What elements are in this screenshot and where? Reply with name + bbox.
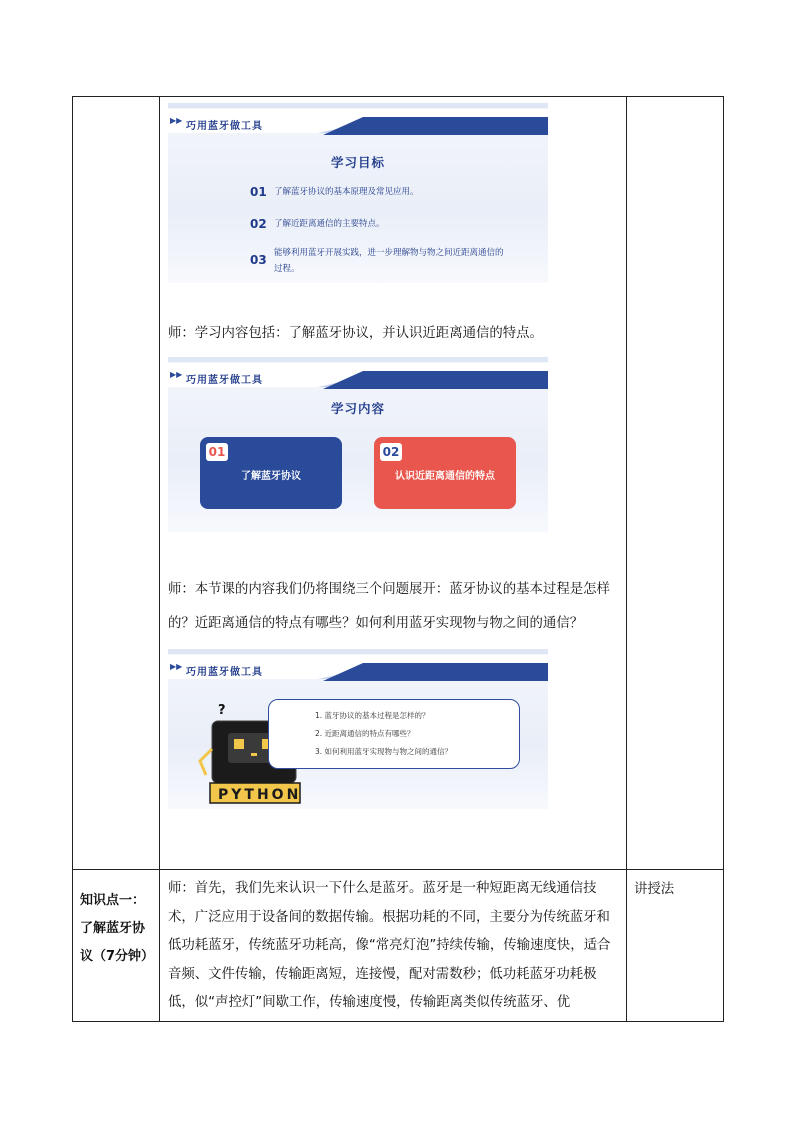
goal-number: 01 [250, 185, 267, 199]
slide-learning-goals [168, 103, 548, 283]
play-arrows-icon: ▶▶ [170, 370, 183, 379]
question-item: 3. 如何利用蓝牙实现物与物之间的通信？ [315, 747, 453, 756]
empty-method-cell [627, 97, 724, 870]
banner-title: 巧用蓝牙做工具 [186, 667, 263, 678]
method-cell [627, 870, 724, 1022]
goal-number: 02 [250, 217, 267, 231]
empty-label-cell [73, 97, 160, 870]
question-item: 1. 蓝牙协议的基本过程是怎样的？ [315, 711, 430, 720]
section-label: 知识点一：了解蓝牙协议（7分钟） [80, 893, 155, 964]
speech-bubble [268, 699, 520, 769]
goal-text: 了解蓝牙协议的基本原理及常见应用。 [274, 187, 419, 197]
lesson-plan-table [72, 96, 724, 1022]
card-number: 02 [380, 443, 402, 461]
content-card [374, 437, 516, 509]
content-cell [160, 97, 627, 870]
content-cell [160, 870, 627, 1022]
card-label: 认识近距离通信的特点 [395, 471, 495, 482]
banner-title: 巧用蓝牙做工具 [186, 375, 263, 386]
goal-text: 能够利用蓝牙开展实践，进一步理解物与物之间近距离通信的过程。 [274, 248, 504, 274]
banner-title: 巧用蓝牙做工具 [186, 121, 263, 132]
slide-questions [168, 649, 548, 809]
content-card [200, 437, 342, 509]
play-arrows-icon: ▶▶ [170, 662, 183, 671]
goal-text: 了解近距离通信的主要特点。 [274, 219, 385, 229]
teaching-method: 讲授法 [634, 882, 675, 897]
paragraph: 师：首先，我们先来认识一下什么是蓝牙。蓝牙是一种短距离无线通信技术，广泛应用于设备间的数据传输。根据功耗的不同，主要分为传统蓝牙和低功耗蓝牙，传统蓝牙功耗高，像“常亮灯泡”持续传输，传输速度快，适合音频、文件传输，传输距离短，连接慢，配对需数秒；低功耗蓝牙功耗极低，似“声控灯”间歇工作，传输速度慢，传输距离类似传统蓝牙、优 [168, 881, 611, 1010]
paragraph: 师：学习内容包括：了解蓝牙协议，并认识近距离通信的特点。 [168, 326, 543, 341]
slide-title: 学习内容 [330, 401, 385, 416]
card-label: 了解蓝牙协议 [241, 471, 301, 482]
section-label-cell [73, 870, 160, 1022]
robot-logo-text: PYTHON [218, 787, 302, 803]
paragraph: 师：本节课的内容我们仍将围绕三个问题展开：蓝牙协议的基本过程是怎样的？近距离通信的特点有哪些？如何利用蓝牙实现物与物之间的通信？ [168, 582, 610, 631]
slide-learning-content [168, 357, 548, 532]
question-item: 2. 近距离通信的特点有哪些？ [315, 729, 415, 738]
question-mark: ? [218, 703, 226, 718]
play-arrows-icon: ▶▶ [170, 116, 183, 125]
goal-number: 03 [250, 253, 267, 267]
card-number: 01 [206, 443, 228, 461]
slide-title: 学习目标 [330, 155, 385, 170]
